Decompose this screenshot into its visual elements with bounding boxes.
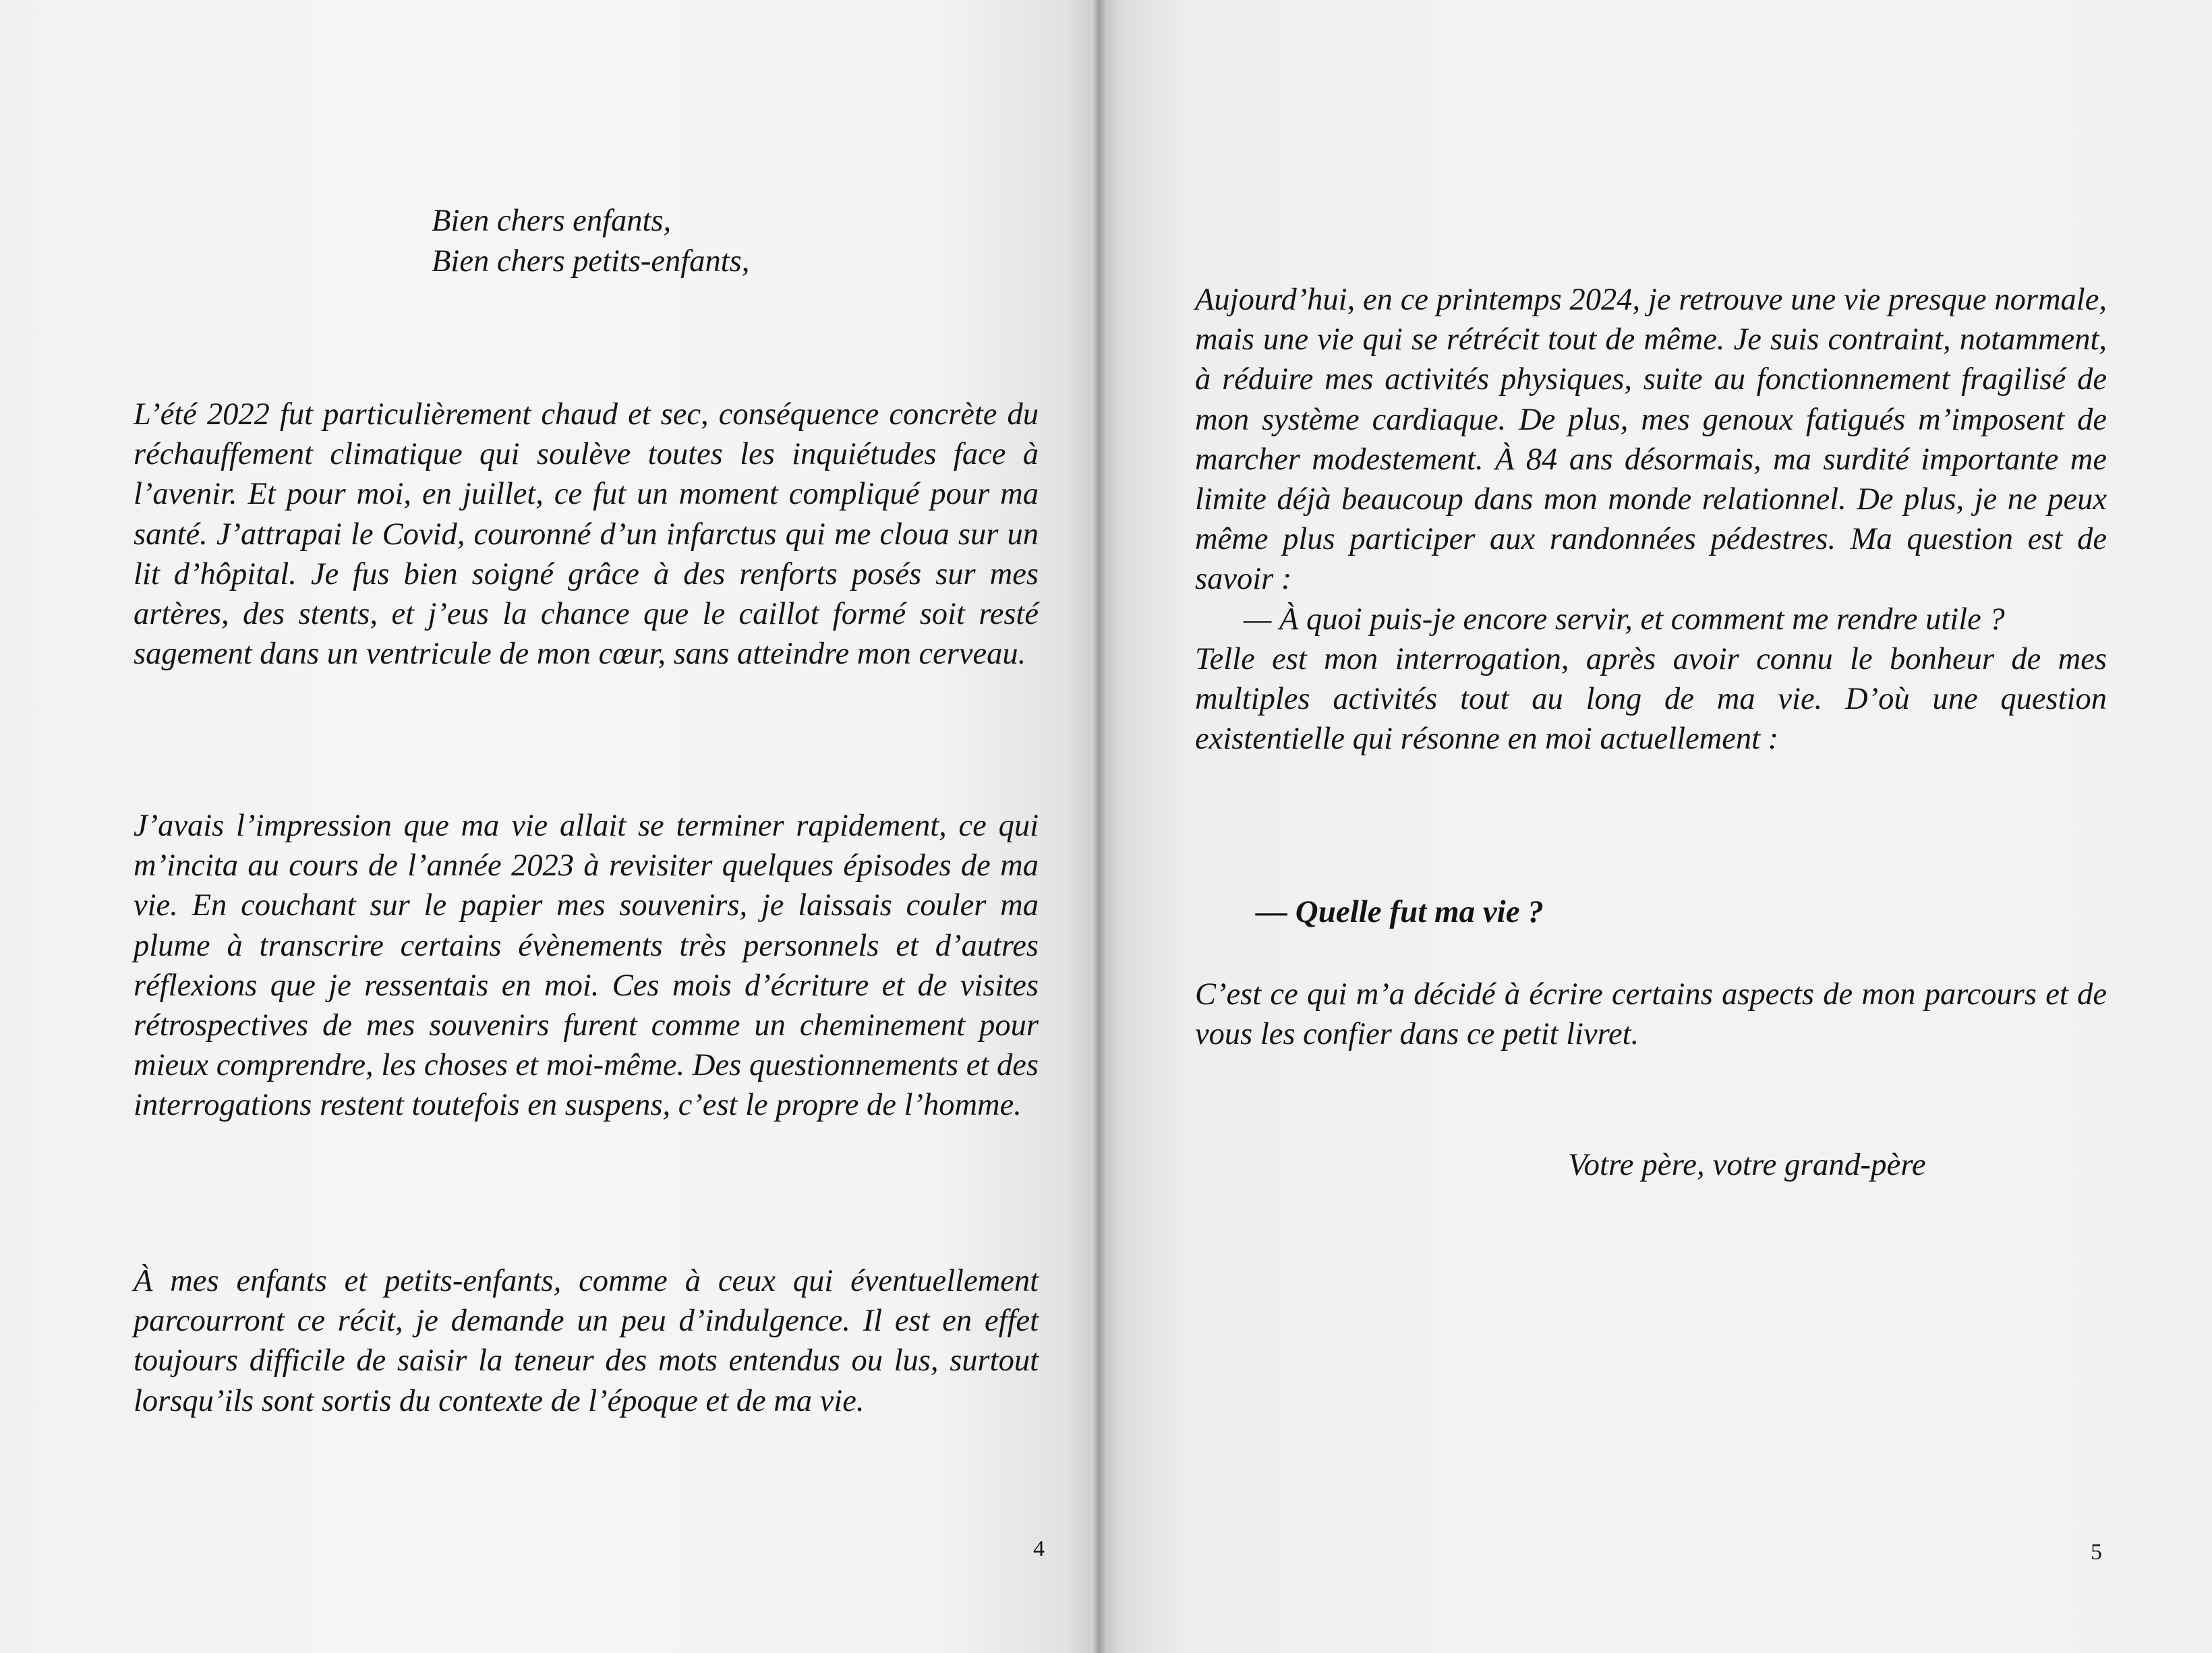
salutation [432,201,749,282]
right-paragraph-1-question: — À quoi puis-je encore servir, et comment me rendre utile ? [1244,602,2005,637]
left-page [0,0,1099,1653]
salutation-line-1: Bien chers enfants, [432,204,672,238]
right-paragraph-1 [1195,280,2107,759]
paragraph-1: L’été 2022 fut particulièrement chaud et sec, conséquence concrète du réchauffement climatique qui soulève toutes les inquiétudes face à l’avenir. Et pour moi, en juillet, ce fut un moment compliqué pour ma santé. J’attrapai le Covid, couronné d’un infarctus qui me cloua sur un lit d’hôpital. Je fus bien soigné grâce à des renforts posés sur mes artères, des stents, et j’eus la chance que le caillot formé soit resté sagement dans un ventricule de mon cœur, sans atteindre mon cerveau. [134,397,1039,672]
page-number-right: 5 [2091,1540,2102,1565]
salutation-line-2: Bien chers petits-enfants, [432,244,750,279]
right-page [1099,0,2212,1653]
signature: Votre père, votre grand-père [1568,1147,1926,1182]
book-gutter [1091,0,1107,1653]
right-paragraph-1-text: Aujourd’hui, en ce printemps 2024, je retrouve une vie presque normale, mais une vie qui se rétrécit tout de même. Je suis contraint, notamment, à réduire mes activités physiques, suite au fonctionnement fragilisé de mon système cardiaque. De plus, mes genoux fatigués m’imposent de marcher modestement. À 84 ans désormais, ma surdité importante me limite déjà beaucoup dans mon monde relationnel. De plus, je ne peux même plus participer aux randonnées pédestres. Ma question est de savoir : [1195,283,2107,597]
paragraph-2: J’avais l’impression que ma vie allait se terminer rapidement, ce qui m’incita au cours de l’année 2023 à revisiter quelques épisodes de ma vie. En couchant sur le papier mes souvenirs, je laissais couler ma plume à transcrire certains évènements très personnels et d’autres réflexions que je ressentais en moi. Ces mois d’écriture et de visites rétrospectives de mes souvenirs furent comme un cheminement pour mieux comprendre, les choses et moi-même. Des questionnements et des interrogations restent toutefois en suspens, c’est le propre de l’homme. [134,809,1039,1123]
page-number-left: 4 [1033,1536,1045,1561]
right-paragraph-2: C’est ce qui m’a décidé à écrire certains aspects de mon parcours et de vous les confier dans ce petit livret. [1195,977,2107,1052]
key-question: — Quelle fut ma vie ? [1256,894,1544,929]
paragraph-3: À mes enfants et petits-enfants, comme à ceux qui éventuellement parcourront ce récit, je demande un peu d’indulgence. Il est en effet toujours difficile de saisir la teneur des mots entendus ou lus, surtout lorsqu’ils sont sortis du contexte de l’époque et de ma vie. [134,1264,1039,1418]
right-paragraph-1-reflection: Telle est mon interrogation, après avoir connu le bonheur de mes multiples activités tout au long de ma vie. D’où une question existentielle qui résonne en moi actuellement : [1195,641,2107,757]
